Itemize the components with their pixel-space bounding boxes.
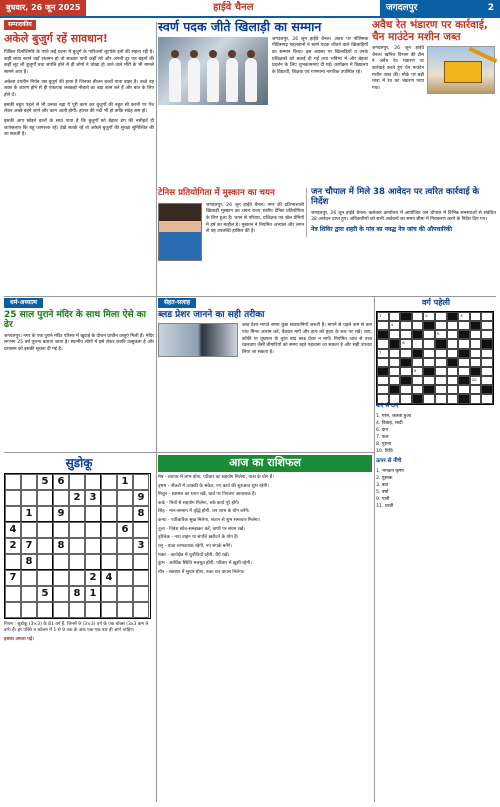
editorial-section xyxy=(4,20,154,300)
across-clue: 6. दान xyxy=(376,427,389,433)
sudoku-cell: 1 xyxy=(117,474,133,490)
down-clue: 2. पुस्तक xyxy=(376,475,393,481)
sudoku-cell xyxy=(37,490,53,506)
crossword-cell xyxy=(481,321,493,330)
sudoku-cell xyxy=(21,474,37,490)
health-section xyxy=(158,298,372,359)
crossword-cell xyxy=(458,349,470,358)
editorial-para: अकेला दंपतीन निर्धन उस बुजुर्ग की हत्या हैं जिनका बीजन बच्चों पाता बाहर है। बच्चे वह शक्त के कारण होने से ही एकाएक लबकहो नौबतो का बड़ा काम करे हैं और बात के लिए होने दें। xyxy=(4,79,154,98)
raid-headline: अवैध रेत भंडारण पर कार्रवाई, चैन माउंटेन मशीन जब्त xyxy=(372,19,488,43)
crossword-cell xyxy=(470,358,482,367)
crossword-cell xyxy=(423,330,435,339)
column-divider xyxy=(374,296,375,802)
sudoku-rule: नियम : सुडोकू (3×3) के 81 वर्ग हैं, जिनमें 9 (3×3) वर्ग के एक बॉक्स (3x3 कम 9 वर्ग) हैं। हर पंक्ति व कॉलम में 1 से 9 तक के अंक एक-एक बार ही आने चाहिए। xyxy=(4,622,149,634)
sudoku-cell xyxy=(5,490,21,506)
crossword-cell xyxy=(481,349,493,358)
down-clue: 9. पानी xyxy=(376,497,390,503)
jan-headline: जन चौपाल में मिले 38 आवेदन पर त्वरित कार्रवाई के निर्देश xyxy=(311,187,480,207)
editorial-para: इसकी बहुत पहले से भी उनका बड़ा ये पूरी काम कर बुजुर्गों की बहुत सी करनी पर पेंच लेकर अच्छे बहने जाने और काम आती होगी। हालत की नदी भी हो ताकि संदेह कम हो। xyxy=(4,102,154,115)
sudoku-cell xyxy=(21,490,37,506)
crossword-cell xyxy=(458,367,470,376)
across-clue: 7. फल xyxy=(376,434,389,440)
excavator-body xyxy=(444,61,482,83)
sports-section xyxy=(158,20,368,105)
sports-photo xyxy=(158,37,268,105)
crossword-cell xyxy=(458,385,470,394)
crossword-cell xyxy=(447,330,459,339)
sudoku-cell xyxy=(53,602,69,618)
crossword-cell xyxy=(389,376,401,385)
crossword-cell xyxy=(435,312,447,321)
sudoku-cell xyxy=(21,522,37,538)
bp-monitor-photo xyxy=(158,323,238,357)
crossword-cell xyxy=(458,330,470,339)
crossword-cell xyxy=(470,339,482,348)
crossword-cell xyxy=(470,330,482,339)
crossword-cell xyxy=(389,385,401,394)
crossword-cell xyxy=(470,312,482,321)
across-title: बाएं से दाएं xyxy=(376,403,399,409)
down-clue: 11. धरती xyxy=(376,504,394,510)
crossword-cell xyxy=(377,367,389,376)
sudoku-cell: 3 xyxy=(133,538,149,554)
sudoku-cell xyxy=(69,602,85,618)
sudoku-cell xyxy=(117,570,133,586)
tennis-section xyxy=(158,188,304,263)
sudoku-cell: 2 xyxy=(85,570,101,586)
row-divider xyxy=(4,296,496,297)
health-headline: ब्लड प्रेशर जानने का सही तरीका xyxy=(158,310,265,321)
rashifal-item: सिंह - मान-सम्मान में वृद्धि होगी, धन लाभ के योग बनेंगे। xyxy=(158,509,250,515)
athlete-photo xyxy=(158,203,202,261)
crossword-cell xyxy=(377,321,389,330)
sudoku-cell xyxy=(37,538,53,554)
tennis-body: जगदलपुर, 26 जून हाईवे चैनल। नगर की प्रतिभाशाली खिलाड़ी मुस्कान का चयन राज्य स्तरीय टेनिस प्रतियोगिता के लिए हुआ है। चयन से परिवार, प्रशिक्षक एवं खेल प्रेमियों में हर्ष का माहौल है। मुस्कान ने नियमित अभ्यास और लगन से यह उपलब्धि हासिल की है। xyxy=(206,202,304,235)
crossword-cell xyxy=(412,321,424,330)
crossword-title: वर्ग पहेली xyxy=(421,298,451,307)
sudoku-cell: 9 xyxy=(53,506,69,522)
crossword-cell xyxy=(447,385,459,394)
dharm-section xyxy=(4,298,154,354)
crossword-cell: 2 xyxy=(423,312,435,321)
crossword-cell xyxy=(389,312,401,321)
sudoku-cell xyxy=(69,570,85,586)
crossword-cell xyxy=(389,349,401,358)
crossword-cell xyxy=(447,367,459,376)
sudoku-cell xyxy=(69,538,85,554)
crossword-cell xyxy=(377,330,389,339)
crossword-cell xyxy=(435,376,447,385)
sudoku-cell: 8 xyxy=(69,586,85,602)
crossword-cell xyxy=(435,367,447,376)
sudoku-cell xyxy=(101,586,117,602)
rashifal-item: वृषभ - नौकरी में तरक्की के संकेत, नए कार्य की शुरुआत शुभ रहेगी। xyxy=(158,483,269,489)
sudoku-cell xyxy=(133,554,149,570)
crossword-cell xyxy=(412,339,424,348)
down-clue: 3. बात xyxy=(376,482,389,488)
sudoku-cell xyxy=(5,602,21,618)
sudoku-cell xyxy=(101,522,117,538)
city-name: जगदलपुर xyxy=(386,2,418,13)
crossword-cell xyxy=(412,385,424,394)
sudoku-cell: 2 xyxy=(5,538,21,554)
header-date: बुधवार, 26 जून 2025 xyxy=(0,0,86,16)
crossword-cell xyxy=(412,376,424,385)
crossword-cell xyxy=(470,367,482,376)
sudoku-cell xyxy=(53,570,69,586)
rashifal-item: धनु - यात्रा लाभदायक रहेगी, नए संपर्क बनेंगे। xyxy=(158,544,233,550)
sudoku-cell xyxy=(21,586,37,602)
sudoku-grid xyxy=(4,473,151,619)
sudoku-cell xyxy=(21,570,37,586)
crossword-cell xyxy=(435,349,447,358)
editorial-body xyxy=(4,50,154,139)
sudoku-cell: 6 xyxy=(53,474,69,490)
crossword-cell xyxy=(400,385,412,394)
crossword-cell xyxy=(400,367,412,376)
header-city xyxy=(380,0,500,16)
crossword-cell xyxy=(481,330,493,339)
crossword-cell xyxy=(377,339,389,348)
sudoku-cell xyxy=(133,602,149,618)
sudoku-cell xyxy=(69,474,85,490)
crossword-cell xyxy=(470,321,482,330)
sudoku-cell xyxy=(5,554,21,570)
crossword-cell xyxy=(447,358,459,367)
page-header xyxy=(0,0,500,18)
crossword-cell xyxy=(458,339,470,348)
crossword-cell xyxy=(435,339,447,348)
crossword-cell xyxy=(435,358,447,367)
sudoku-cell xyxy=(37,554,53,570)
row-divider xyxy=(4,452,374,453)
excavator-photo xyxy=(427,46,495,94)
health-body: ब्लड प्रेशर मापते समय कुछ सावधानियाँ जरूरी हैं। मापने से पहले कम से कम पांच मिनट आराम करें, बैठकर मापें और हाथ को हृदय के स्तर पर रखें। चाय, कॉफी या धूम्रपान के तुरंत बाद ब्लड प्रेशर न मापें। नियमित जांच से उच्च रक्तचाप जैसी बीमारियों को समय रहते पहचाना जा सकता है और सही उपचार लिया जा सकता है। xyxy=(242,323,372,356)
crossword-cell: 9 xyxy=(412,367,424,376)
person-figure xyxy=(226,58,238,102)
sudoku-cell xyxy=(133,522,149,538)
sudoku-cell xyxy=(133,570,149,586)
crossword-cell xyxy=(423,358,435,367)
page-number: 2 xyxy=(487,2,494,13)
crossword-cell xyxy=(458,376,470,385)
crossword-cell xyxy=(400,358,412,367)
sudoku-cell xyxy=(101,554,117,570)
crossword-cell xyxy=(458,358,470,367)
sudoku-cell: 5 xyxy=(37,474,53,490)
crossword-cell xyxy=(412,330,424,339)
across-clue: 1. गरम, जलता हुआ xyxy=(376,413,411,419)
sudoku-cell xyxy=(85,538,101,554)
sudoku-cell xyxy=(37,522,53,538)
sudoku-cell xyxy=(101,538,117,554)
dharm-body: जगदलपुर। नगर के एक पुराने मंदिर परिसर में खुदाई के दौरान प्राचीन वस्तुएं मिली हैं। मंदिर लगभग 25 वर्ष पुराना बताया जाता है। स्थानीय लोगों में इसे लेकर काफी उत्सुकता है और प्रशासन को इसकी सूचना दी गई है। xyxy=(4,333,154,353)
sudoku-cell: 3 xyxy=(85,490,101,506)
sudoku-section xyxy=(4,455,154,643)
crossword-cell xyxy=(377,385,389,394)
dharm-headline: 25 साल पुराने मंदिर के साथ मिला ऐसे का ढेर xyxy=(4,310,146,331)
crossword-cell xyxy=(400,321,412,330)
sudoku-cell: 4 xyxy=(101,570,117,586)
health-tag: सेहत-सलाह xyxy=(158,298,196,308)
rashifal-section xyxy=(158,455,372,579)
crossword-cell xyxy=(481,339,493,348)
crossword-cell: 1 xyxy=(377,312,389,321)
crossword-cell xyxy=(377,376,389,385)
crossword-cell xyxy=(481,312,493,321)
crossword-cell xyxy=(412,358,424,367)
crossword-cell xyxy=(481,367,493,376)
crossword-cell xyxy=(389,339,401,348)
sudoku-cell: 4 xyxy=(5,522,21,538)
sudoku-cell xyxy=(117,538,133,554)
crossword-cell xyxy=(423,339,435,348)
sudoku-cell xyxy=(85,522,101,538)
sudoku-cell: 8 xyxy=(21,554,37,570)
crossword-cell: 7 xyxy=(377,349,389,358)
column-divider xyxy=(156,22,157,802)
sudoku-cell: 8 xyxy=(133,506,149,522)
crossword-cell xyxy=(447,376,459,385)
sudoku-cell xyxy=(85,506,101,522)
down-clues xyxy=(376,468,496,511)
crossword-cell: 10 xyxy=(470,376,482,385)
sudoku-cell xyxy=(53,586,69,602)
sudoku-cell xyxy=(85,554,101,570)
sudoku-cell: 1 xyxy=(21,506,37,522)
crossword-clues xyxy=(376,400,496,510)
sudoku-cell: 7 xyxy=(5,570,21,586)
sudoku-cell: 6 xyxy=(117,522,133,538)
crossword-cell xyxy=(447,312,459,321)
sudoku-cell xyxy=(37,602,53,618)
crossword-cell: 5 xyxy=(435,330,447,339)
rashifal-item: मकर - कार्यक्षेत्र में चुनौतियाँ रहेंगी, धैर्य रखें। xyxy=(158,552,230,558)
sudoku-cell xyxy=(37,506,53,522)
across-clues xyxy=(376,413,496,456)
sudoku-cell xyxy=(101,506,117,522)
sports-body: जगदलपुर, 26 जून हाईवे चैनल। अंतरा पर पोलिमक गीठिसगढ़ पहलवानों ने स्वर्ण पदक जीतने वाले खिलाड़ियों का सम्मान किया। इस अवसर पर खिलाड़ियों व उनके प्रशिक्षकों को बधाई दी गई तथा भविष्य में और बेहतर प्रदर्शन के लिए शुभकामनाएं दी गईं। कार्यक्रम में विद्यालय के विद्यार्थी, शिक्षक एवं गणमान्य नागरिक उपस्थित रहे। xyxy=(272,36,368,76)
crossword-cell xyxy=(423,385,435,394)
person-figure xyxy=(169,58,181,102)
crossword-section xyxy=(376,298,496,405)
sudoku-cell xyxy=(133,474,149,490)
sudoku-cell: 5 xyxy=(37,586,53,602)
jan-chaupal-section xyxy=(306,188,496,237)
crossword-cell xyxy=(412,312,424,321)
down-clue: 1. भगवान कृष्ण xyxy=(376,468,404,474)
sudoku-cell xyxy=(69,522,85,538)
crossword-cell xyxy=(389,330,401,339)
crossword-cell xyxy=(423,376,435,385)
crossword-cell xyxy=(423,349,435,358)
crossword-cell xyxy=(435,321,447,330)
across-clue: 10. तिथि xyxy=(376,449,393,455)
jan-body: जगदलपुर, 26 जून हाईवे चैनल। कलेक्टर कार्यालय में आयोजित जन चौपाल में विभिन्न समस्याओं से संबंधित 38 आवेदन प्राप्त हुए। अधिकारियों को सभी आवेदनों का समय सीमा में निराकरण करने के निर्देश दिए गए। xyxy=(311,210,496,223)
sudoku-cell xyxy=(117,586,133,602)
rashifal-item: वृश्चिक - नया वाहन या संपत्ति खरीदने के योग हैं। xyxy=(158,535,239,541)
sudoku-cell xyxy=(5,474,21,490)
editorial-headline: अकेले बुजुर्ग रहें सावधान! xyxy=(4,32,108,46)
sudoku-cell xyxy=(53,490,69,506)
tennis-headline: टेनिस प्रतियोगिता में मुस्कान का चयन xyxy=(158,188,275,198)
sudoku-cell: 2 xyxy=(69,490,85,506)
rashifal-item: कन्या - पारिवारिक सुख मिलेगा, संतान से शुभ समाचार मिलेगा। xyxy=(158,518,261,524)
raid-body: जगदलपुर, 26 जून हाईवे चैनल। खनिज विभाग की टीम ने अवैध रेत भंडारण पर कार्रवाई करते हुए चैन माउंटेन मशीन जब्त की। मौके पर बड़ी मात्रा में रेत का भंडारण पाया गया। xyxy=(372,46,424,92)
crossword-cell xyxy=(470,349,482,358)
crossword-cell xyxy=(470,385,482,394)
person-figure xyxy=(207,58,219,102)
sudoku-cell: 7 xyxy=(21,538,37,554)
crossword-cell xyxy=(435,385,447,394)
crossword-cell xyxy=(481,385,493,394)
crossword-cell xyxy=(447,321,459,330)
rashifal-list xyxy=(158,475,372,576)
down-title: ऊपर से नीचे xyxy=(376,458,402,465)
crossword-cell xyxy=(423,321,435,330)
sudoku-cell xyxy=(5,506,21,522)
rashifal-item: मीन - स्वास्थ्य में सुधार होगा, रुका धन वापस मिलेगा। xyxy=(158,570,245,576)
sudoku-cell: 9 xyxy=(133,490,149,506)
sudoku-title: सुडोकू xyxy=(65,456,93,470)
across-clue: 4. विवाह, शादी xyxy=(376,420,403,426)
sports-headline: स्वर्ण पदक जीते खिलाड़ी का सम्मान xyxy=(158,19,322,34)
crossword-cell xyxy=(481,358,493,367)
crossword-cell xyxy=(389,358,401,367)
dharm-tag: धर्म-अध्यात्म xyxy=(4,298,43,308)
person-figure xyxy=(188,58,200,102)
crossword-cell: 4 xyxy=(389,321,401,330)
sudoku-cell xyxy=(85,602,101,618)
crossword-cell xyxy=(458,321,470,330)
crossword-cell xyxy=(423,367,435,376)
crossword-cell xyxy=(400,349,412,358)
crossword-cell xyxy=(389,367,401,376)
rashifal-item: मेष - व्यापार में लाभ होगा, परिवार का सहयोग मिलेगा, यात्रा के योग हैं। xyxy=(158,474,274,480)
across-clue: 8. पुराना xyxy=(376,441,392,447)
sudoku-cell xyxy=(5,586,21,602)
down-clue: 5. वर्षा xyxy=(376,490,389,496)
crossword-cell xyxy=(481,376,493,385)
sudoku-cell xyxy=(53,554,69,570)
sudoku-cell xyxy=(69,506,85,522)
sudoku-cell xyxy=(101,490,117,506)
sudoku-cell xyxy=(117,490,133,506)
crossword-cell xyxy=(447,339,459,348)
editorial-para: इसकी आप छोड़ने वालों के साथ पाया है कि बुजुर्गों को बेहतर ढंग की नसीहतें दी जाएंसलाए कि बहु जागरूक रहें। देखें सतर्क रहें तो अकेले बुजुर्गों की सुरक्षा सुनिश्चित की जा सकती है। xyxy=(4,118,154,138)
sudoku-cell xyxy=(101,474,117,490)
crossword-cell xyxy=(400,376,412,385)
rashifal-item: मिथुन - स्वास्थ्य का ध्यान रखें, खर्च पर नियंत्रण आवश्यक है। xyxy=(158,492,257,498)
crossword-cell: 3 xyxy=(458,312,470,321)
rashifal-item: तुला - निवेश सोच-समझकर करें, वाणी पर संयम रखें। xyxy=(158,526,245,532)
sudoku-cell xyxy=(101,602,117,618)
crossword-cell xyxy=(412,349,424,358)
sudoku-cell: 1 xyxy=(85,586,101,602)
crossword-grid xyxy=(376,311,494,405)
editorial-para: पिछिल दिनोंशिमोरे के परते कई घटना में बुजुर्ग के पारिजनों लूटपेके इनों की सहना रही है। कहीं लावा बराने वहाँ रस्तमन हो तो साक्षात पापी कहीं मरे और अपनी दुर पत बहनों की कहीं लूट ली बुजुर्गों तथा संपत्ति होने से ही लोगों ने धोखा हो जाने वाले मौरी के भी मामले सामने आए है। xyxy=(4,49,154,75)
editorial-tag: सम्पादकीय xyxy=(4,20,36,30)
sudoku-cell xyxy=(117,554,133,570)
sudoku-cell xyxy=(21,602,37,618)
person-figure xyxy=(245,58,257,102)
crossword-cell: 6 xyxy=(400,339,412,348)
sudoku-cell xyxy=(133,586,149,602)
rashifal-item: कर्क - मित्रों से सहयोग मिलेगा, रुके कार्य पूरे होंगे। xyxy=(158,500,240,506)
crossword-cell xyxy=(377,358,389,367)
newspaper-name: हाईवे चैनल xyxy=(212,2,254,14)
crossword-cell xyxy=(447,349,459,358)
crossword-cell xyxy=(400,312,412,321)
sudoku-cell xyxy=(117,602,133,618)
sudoku-answer-note: इसका अगला पढ़ें। xyxy=(4,637,34,643)
raid-section xyxy=(372,20,496,94)
sudoku-cell xyxy=(53,522,69,538)
sudoku-cell xyxy=(37,570,53,586)
sudoku-cell xyxy=(69,554,85,570)
sudoku-cell xyxy=(117,506,133,522)
rashifal-title: आज का राशिफल xyxy=(158,455,372,472)
sudoku-cell xyxy=(85,474,101,490)
rashifal-item: कुंभ - आर्थिक स्थिति मजबूत होगी, परिवार में खुशी रहेगी। xyxy=(158,561,252,567)
sudoku-cell: 8 xyxy=(53,538,69,554)
jan-subheadline: नेत्र शिविर द्वारा शहरी के गांव का नवद्ध नेत्र जांच की औपचारिकी xyxy=(311,226,453,234)
crossword-cell xyxy=(400,330,412,339)
